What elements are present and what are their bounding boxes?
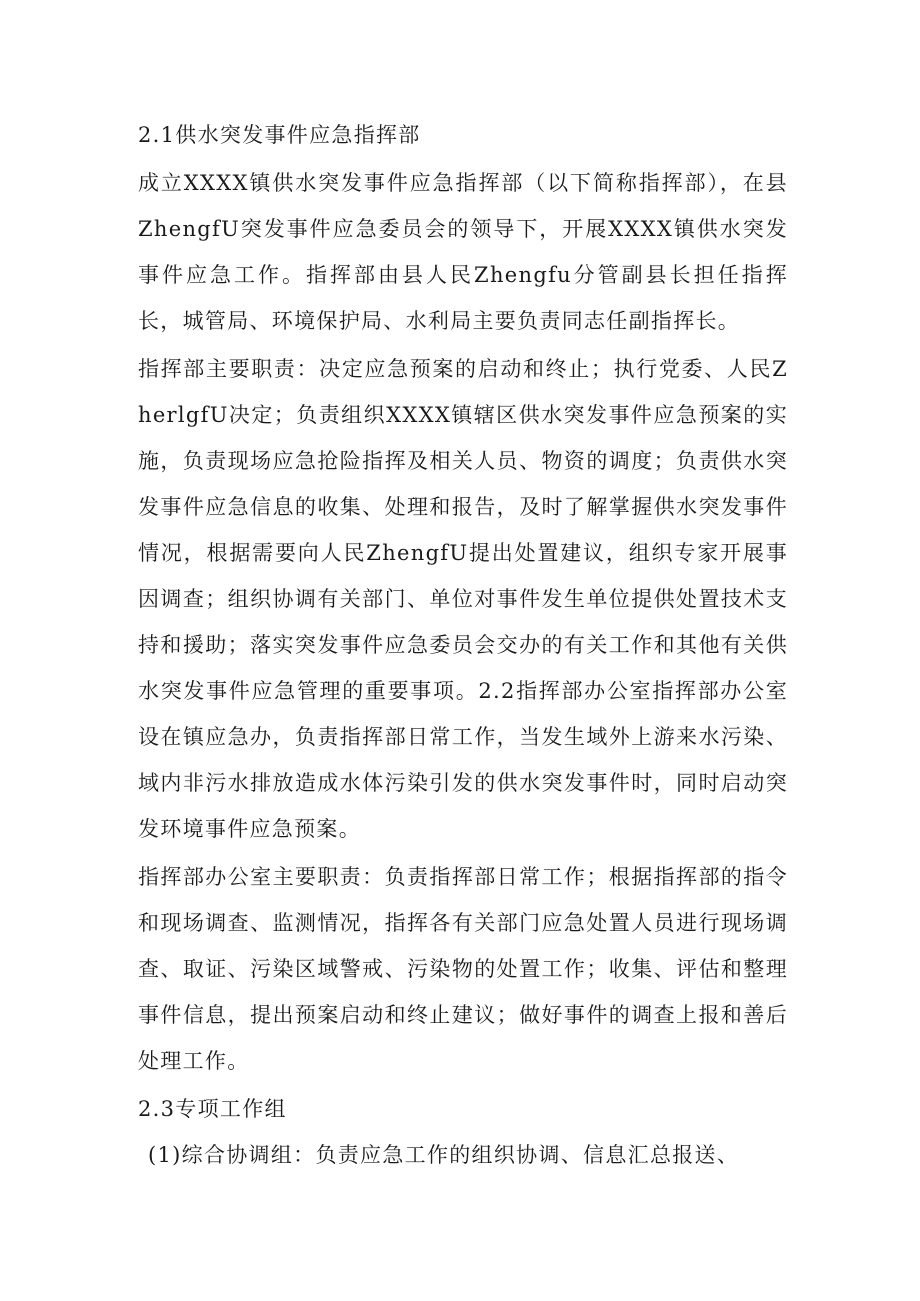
document-body: [138, 112, 788, 1178]
paragraph-establishment: 成立XXXX镇供水突发事件应急指挥部（以下简称指挥部），在县ZhengfU突发事件应急委员会的领导下，开展XXXX镇供水突发事件应急工作。指挥部由县人民Zhengfu分管副县长担任指挥长，城管局、环境保护局、水利局主要负责同志任副指挥长。: [138, 171, 788, 333]
section-heading-2-3: 2.3专项工作组: [138, 1097, 287, 1121]
list-item-coordination-group: (1)综合协调组：负责应急工作的组织协调、信息汇总报送、: [148, 1143, 740, 1167]
paragraph-office-duties: 指挥部办公室主要职责：负责指挥部日常工作；根据指挥部的指令和现场调查、监测情况，指挥各有关部门应急处置人员进行现场调查、取证、污染区域警戒、污染物的处置工作；收集、评估和整理事件信息，提出预案启动和终止建议；做好事件的调查上报和善后处理工作。: [138, 865, 788, 1073]
section-heading-2-1: 2.1供水突发事件应急指挥部: [138, 123, 421, 147]
paragraph-command-duties: 指挥部主要职责：决定应急预案的启动和终止；执行党委、人民ZherlgfU决定；负责组织XXXX镇辖区供水突发事件应急预案的实施，负责现场应急抢险指挥及相关人员、物资的调度；负责供水突发事件应急信息的收集、处理和报告，及时了解掌握供水突发事件情况，根据需要向人民ZhengfU提出处置建议，组织专家开展事因调查；组织协调有关部门、单位对事件发生单位提供处置技术支持和援助；落实突发事件应急委员会交办的有关工作和其他有关供水突发事件应急管理的重要事项。2.2指挥部办公室指挥部办公室设在镇应急办，负责指挥部日常工作，当发生域外上游来水污染、域内非污水排放造成水体污染引发的供水突发事件时，同时启动突发环境事件应急预案。: [138, 357, 788, 841]
